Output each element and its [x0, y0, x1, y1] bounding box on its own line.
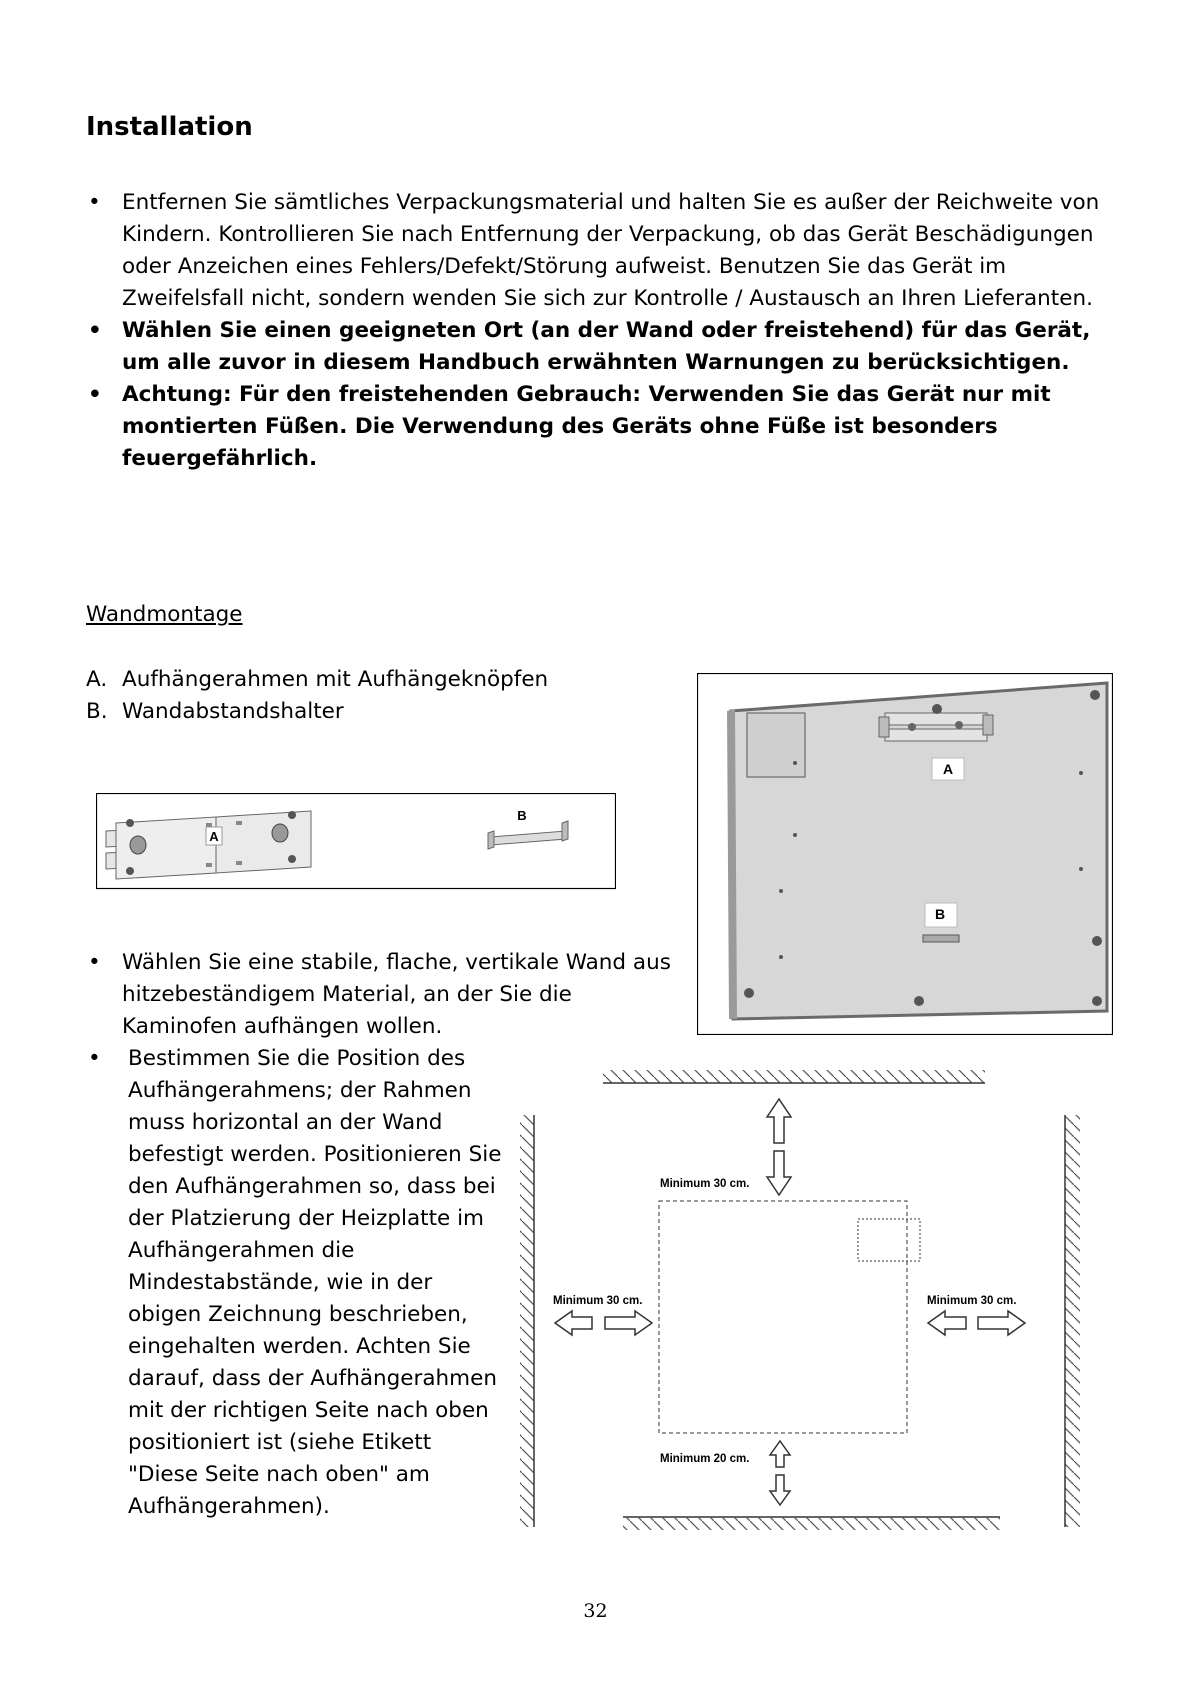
- part-b-label: B: [934, 906, 946, 922]
- control-box: [747, 713, 805, 777]
- part-letter: A.: [86, 667, 108, 692]
- right-wall-hatch: [1065, 1115, 1080, 1527]
- arrow-down-icon: [770, 1475, 790, 1505]
- clearance-diagram: [510, 1065, 1100, 1545]
- part-letter: B.: [86, 699, 108, 724]
- arrow-right-icon: [605, 1311, 652, 1335]
- parts-list: [86, 664, 548, 728]
- part-a-label: A: [942, 761, 954, 777]
- arrow-down-icon: [767, 1151, 791, 1195]
- spacer-mounted: [923, 935, 959, 942]
- section-heading: Wandmontage: [86, 602, 243, 627]
- part-b-label: B: [517, 808, 527, 823]
- heater-back-figure: [697, 673, 1113, 1035]
- arrow-up-icon: [770, 1441, 790, 1467]
- floor-hatch: [623, 1517, 1000, 1530]
- left-wall-hatch: [520, 1115, 534, 1527]
- part-label: Wandabstandshalter: [122, 699, 344, 724]
- parts-figure: [96, 793, 616, 890]
- page-title: Installation: [86, 112, 253, 142]
- arrow-up-icon: [767, 1099, 791, 1143]
- control-box-outline: [858, 1219, 920, 1261]
- clearance-top-label: Minimum 30 cm.: [660, 1178, 750, 1190]
- arrow-right-icon: [978, 1311, 1025, 1335]
- wall-bullet-list-2: [86, 1043, 506, 1523]
- list-item: • Bestimmen Sie die Position des Aufhängerahmens; der Rahmen muss horizontal an der Wand befestigt werden. Positionieren Sie den Aufhängerahmen so, dass bei der Platzierung der Heizplatte im Aufhängerahmen die Mindestabstände, wie in der obigen Zeichnung beschrieben, eingehalten werden. Achten Sie darauf, dass der Aufhängerahmen mit der richtigen Seite nach oben positioniert ist (siehe Etikett "Diese Seite nach oben" am Aufhängerahmen).: [86, 1043, 506, 1523]
- intro-bullet-list: [86, 187, 1126, 475]
- heater-outline: [659, 1201, 907, 1433]
- list-item: • Wählen Sie einen geeigneten Ort (an der Wand oder freistehend) für das Gerät, um alle zuvor in diesem Handbuch erwähnten Warnungen zu berücksichtigen.: [86, 315, 1126, 379]
- clearance-right-label: Minimum 30 cm.: [927, 1295, 1017, 1307]
- part-a-label: A: [209, 829, 219, 844]
- wall-bullet-list-1: [86, 947, 676, 1043]
- list-item: • Entfernen Sie sämtliches Verpackungsmaterial und halten Sie es außer der Reichweite von Kindern. Kontrollieren Sie nach Entfernung der Verpackung, ob das Gerät Beschädigungen oder Anzeichen eines Fehlers/Defekt/Störung aufweist. Benutzen Sie das Gerät im Zweifelsfall nicht, sondern wenden Sie sich zur Kontrolle / Austausch an Ihren Lieferanten.: [86, 187, 1126, 315]
- list-item: • Wählen Sie eine stabile, flache, vertikale Wand aus hitzebeständigem Material, an der Sie die Kaminofen aufhängen wollen.: [86, 947, 676, 1043]
- arrow-left-icon: [555, 1311, 592, 1335]
- list-item: [86, 696, 548, 728]
- clearance-left-label: Minimum 30 cm.: [553, 1295, 643, 1307]
- clearance-bottom-label: Minimum 20 cm.: [660, 1453, 750, 1465]
- page-number: 32: [583, 1600, 608, 1622]
- list-item: [86, 664, 548, 696]
- part-label: Aufhängerahmen mit Aufhängeknöpfen: [122, 667, 549, 692]
- list-item: • Achtung: Für den freistehenden Gebrauch: Verwenden Sie das Gerät nur mit montierten Füßen. Die Verwendung des Geräts ohne Füße ist besonders feuergefährlich.: [86, 379, 1126, 475]
- arrow-left-icon: [928, 1311, 966, 1335]
- ceiling-hatch: [603, 1070, 985, 1083]
